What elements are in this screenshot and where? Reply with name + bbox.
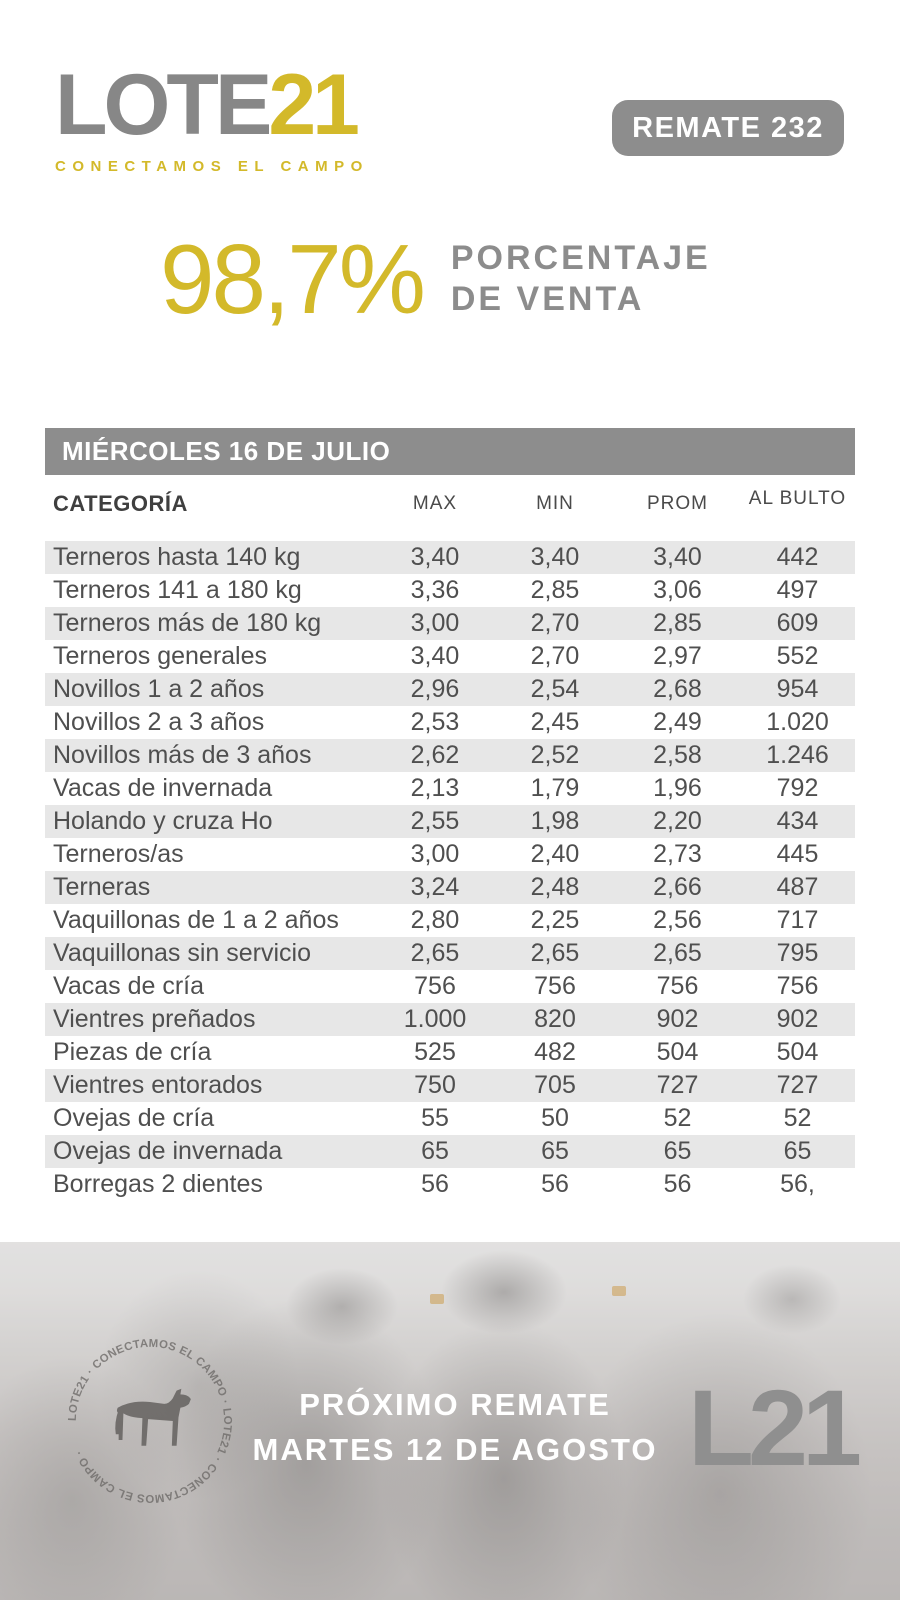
cell-max: 2,65 <box>410 939 460 967</box>
logo-text-21: 21 <box>268 57 356 153</box>
table-row <box>45 640 855 673</box>
svg-text:LOTE21 · CONECTAMOS EL CAMPO · <box>67 1338 233 1504</box>
table-row <box>45 1102 855 1135</box>
cell-prom: 2,58 <box>653 741 702 769</box>
table-row <box>45 574 855 607</box>
cell-max: 3,24 <box>410 873 460 901</box>
cell-al-bulto: 497 <box>776 576 819 604</box>
sale-percentage-value: 98,7% <box>160 224 423 334</box>
cell-min: 65 <box>541 1137 569 1165</box>
cell-categoria: Holando y cruza Ho <box>53 807 273 835</box>
auction-date-bar <box>45 428 855 475</box>
logo-text-lote: LOTE <box>55 57 269 153</box>
sale-percentage-label <box>451 238 711 320</box>
cell-categoria: Piezas de cría <box>53 1038 212 1066</box>
cell-al-bulto: 552 <box>776 642 819 670</box>
cell-max: 3,00 <box>410 609 460 637</box>
sale-percentage-label-line1: PORCENTAJE <box>450 239 711 277</box>
cell-min: 2,45 <box>530 708 580 736</box>
cell-min: 2,48 <box>530 873 580 901</box>
cell-min: 1,98 <box>530 807 580 835</box>
table-row <box>45 1069 855 1102</box>
cell-min: 2,85 <box>530 576 580 604</box>
cell-al-bulto: 504 <box>776 1038 819 1066</box>
cell-min: 482 <box>534 1038 576 1066</box>
cell-al-bulto: 727 <box>776 1071 819 1099</box>
table-row <box>45 1036 855 1069</box>
cell-max: 2,53 <box>410 708 460 736</box>
cell-al-bulto: 1.246 <box>766 741 829 769</box>
table-row <box>45 541 855 574</box>
cell-categoria: Terneros/as <box>53 840 184 868</box>
cell-prom: 56 <box>663 1170 692 1198</box>
cell-min: 2,52 <box>530 741 580 769</box>
cell-min: 2,65 <box>530 939 580 967</box>
cell-al-bulto: 65 <box>783 1137 812 1165</box>
cell-prom: 52 <box>663 1104 692 1132</box>
cell-min: 3,40 <box>530 543 580 571</box>
cell-al-bulto: 487 <box>776 873 819 901</box>
logo-tagline: CONECTAMOS EL CAMPO <box>55 158 369 175</box>
table-row <box>45 904 855 937</box>
cell-max: 750 <box>414 1071 456 1099</box>
cell-categoria: Terneros hasta 140 kg <box>53 543 301 571</box>
cell-al-bulto: 795 <box>776 939 819 967</box>
l21-watermark-logo: L21 <box>688 1367 857 1488</box>
remate-number-badge <box>612 100 844 156</box>
bull-silhouette-icon <box>115 1389 191 1446</box>
cell-prom: 2,97 <box>653 642 702 670</box>
cell-max: 2,80 <box>410 906 460 934</box>
lote21-logo <box>55 57 369 175</box>
lote21-circular-stamp <box>55 1326 245 1516</box>
stamp-circular-text: LOTE21 · CONECTAMOS EL CAMPO · LOTE21 · CONECTAMOS EL CAMPO · <box>66 1337 234 1505</box>
cell-prom: 3,40 <box>653 543 702 571</box>
cell-min: 820 <box>534 1005 576 1033</box>
column-header-al-bulto: AL BULTO <box>748 488 847 509</box>
cell-prom: 756 <box>656 972 699 1000</box>
cell-min: 2,54 <box>530 675 580 703</box>
remate-badge-label: REMATE 232 <box>632 111 824 144</box>
column-header-min: MIN <box>536 493 574 514</box>
table-row <box>45 1168 855 1201</box>
cell-al-bulto: 756 <box>776 972 819 1000</box>
cell-al-bulto: 56, <box>780 1170 815 1198</box>
table-row <box>45 871 855 904</box>
cell-max: 65 <box>421 1137 449 1165</box>
cell-prom: 727 <box>656 1071 699 1099</box>
cell-al-bulto: 442 <box>776 543 819 571</box>
auction-date-label: MIÉRCOLES 16 DE JULIO <box>62 436 391 466</box>
cell-max: 3,40 <box>410 642 460 670</box>
cell-prom: 2,49 <box>653 708 702 736</box>
cell-categoria: Vaquillonas sin servicio <box>53 939 311 967</box>
next-auction-announcement <box>240 1382 670 1472</box>
cell-max: 2,13 <box>410 774 460 802</box>
cell-al-bulto: 609 <box>776 609 819 637</box>
cell-prom: 65 <box>663 1137 692 1165</box>
next-auction-line2: MARTES 12 DE AGOSTO <box>252 1432 658 1467</box>
sale-percentage-block <box>160 224 711 334</box>
cell-min: 705 <box>534 1071 576 1099</box>
next-auction-line1: PRÓXIMO REMATE <box>299 1387 611 1422</box>
cell-max: 2,55 <box>410 807 460 835</box>
table-row <box>45 937 855 970</box>
cell-max: 3,40 <box>410 543 460 571</box>
table-row <box>45 772 855 805</box>
table-row <box>45 970 855 1003</box>
cell-max: 1.000 <box>403 1005 467 1033</box>
cell-prom: 1,96 <box>653 774 702 802</box>
cell-al-bulto: 902 <box>776 1005 819 1033</box>
cell-prom: 2,65 <box>653 939 702 967</box>
cell-al-bulto: 1.020 <box>766 708 829 736</box>
cell-categoria: Terneros 141 a 180 kg <box>53 576 302 604</box>
cell-al-bulto: 434 <box>776 807 819 835</box>
cell-min: 50 <box>541 1104 569 1132</box>
cell-max: 2,62 <box>410 741 460 769</box>
cell-prom: 3,06 <box>653 576 702 604</box>
price-table-body <box>45 541 855 1201</box>
cell-categoria: Terneros generales <box>53 642 268 670</box>
cell-max: 3,36 <box>410 576 460 604</box>
cell-min: 2,70 <box>530 642 580 670</box>
cell-categoria: Novillos más de 3 años <box>53 741 312 769</box>
cell-prom: 2,66 <box>653 873 702 901</box>
table-row <box>45 805 855 838</box>
cell-prom: 2,56 <box>653 906 702 934</box>
cell-prom: 2,20 <box>653 807 702 835</box>
cell-categoria: Ovejas de invernada <box>53 1137 283 1165</box>
cell-prom: 902 <box>656 1005 699 1033</box>
table-row <box>45 739 855 772</box>
logo-wordmark <box>55 57 369 153</box>
cell-prom: 2,85 <box>653 609 702 637</box>
cell-categoria: Ovejas de cría <box>53 1104 215 1132</box>
sale-percentage-label-line2: DE VENTA <box>450 280 645 318</box>
cell-categoria: Vacas de invernada <box>53 774 273 802</box>
cell-max: 756 <box>414 972 456 1000</box>
cell-prom: 2,68 <box>653 675 702 703</box>
cell-categoria: Novillos 2 a 3 años <box>53 708 265 736</box>
cell-min: 2,25 <box>530 906 580 934</box>
table-row <box>45 1135 855 1168</box>
table-row <box>45 706 855 739</box>
cattle-ear-tag <box>612 1286 626 1296</box>
cattle-ear-tag <box>430 1294 444 1304</box>
cell-categoria: Vientres entorados <box>53 1071 263 1099</box>
cell-categoria: Terneros más de 180 kg <box>53 609 322 637</box>
cell-min: 756 <box>534 972 576 1000</box>
table-row <box>45 1003 855 1036</box>
cell-min: 2,40 <box>530 840 580 868</box>
cell-max: 525 <box>414 1038 456 1066</box>
cell-categoria: Vientres preñados <box>53 1005 256 1033</box>
cell-prom: 2,73 <box>653 840 702 868</box>
cell-categoria: Vacas de cría <box>53 972 205 1000</box>
cell-min: 2,70 <box>530 609 580 637</box>
cell-categoria: Borregas 2 dientes <box>53 1170 263 1198</box>
cattle-photo-footer <box>0 1242 900 1600</box>
table-row <box>45 673 855 706</box>
column-header-prom: PROM <box>647 493 708 514</box>
cell-categoria: Vaquillonas de 1 a 2 años <box>53 906 339 934</box>
cell-min: 56 <box>541 1170 569 1198</box>
cell-min: 1,79 <box>530 774 580 802</box>
cell-max: 56 <box>421 1170 449 1198</box>
column-header-categoria: CATEGORÍA <box>53 491 188 516</box>
cell-categoria: Novillos 1 a 2 años <box>53 675 265 703</box>
cell-max: 3,00 <box>410 840 460 868</box>
cell-prom: 504 <box>656 1038 699 1066</box>
price-table-header <box>45 486 855 522</box>
cell-al-bulto: 717 <box>776 906 819 934</box>
table-row <box>45 607 855 640</box>
table-row <box>45 838 855 871</box>
cell-max: 2,96 <box>410 675 460 703</box>
column-header-max: MAX <box>412 493 458 514</box>
cell-al-bulto: 954 <box>776 675 819 703</box>
cell-al-bulto: 792 <box>776 774 819 802</box>
cell-al-bulto: 445 <box>776 840 819 868</box>
cell-categoria: Terneras <box>53 873 151 901</box>
cell-al-bulto: 52 <box>783 1104 812 1132</box>
cell-max: 55 <box>421 1104 449 1132</box>
